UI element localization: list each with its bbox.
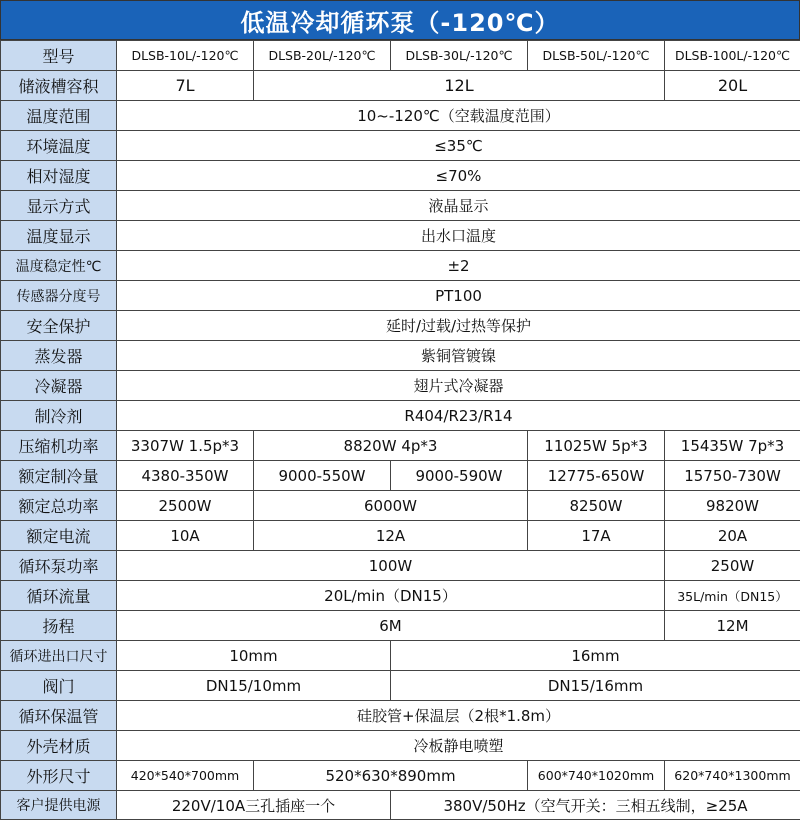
row-label: 蒸发器 [1,341,117,371]
spec-cell: ±2 [117,251,800,281]
row-label: 温度范围 [1,101,117,131]
spec-row [1,581,800,611]
spec-cell: 6M [117,611,665,641]
spec-row [1,101,800,131]
row-label: 循环泵功率 [1,551,117,581]
row-label: 温度显示 [1,221,117,251]
spec-cell: 100W [117,551,665,581]
row-label: 扬程 [1,611,117,641]
row-label: 循环进出口尺寸 [1,641,117,671]
spec-cell: 10~-120℃（空载温度范围） [117,101,800,131]
spec-cell: PT100 [117,281,800,311]
row-label: 循环保温管 [1,701,117,731]
spec-row [1,71,800,101]
spec-row [1,551,800,581]
spec-row [1,251,800,281]
row-label: 传感器分度号 [1,281,117,311]
spec-cell: 15435W 7p*3 [665,431,800,461]
row-label: 温度稳定性℃ [1,251,117,281]
spec-row [1,761,800,791]
spec-row [1,611,800,641]
spec-cell: 紫铜管镀镍 [117,341,800,371]
spec-cell: 520*630*890mm [254,761,528,791]
spec-cell: 8820W 4p*3 [254,431,528,461]
spec-cell: 出水口温度 [117,221,800,251]
spec-cell: 6000W [254,491,528,521]
spec-cell: 4380-350W [117,461,254,491]
spec-row [1,401,800,431]
spec-cell: 12M [665,611,800,641]
spec-row [1,191,800,221]
spec-cell: 20L [665,71,800,101]
spec-row [1,311,800,341]
spec-cell: 硅胶管+保温层（2根*1.8m） [117,701,800,731]
spec-cell: ≤70% [117,161,800,191]
spec-cell: DN15/16mm [391,671,800,701]
row-label: 额定总功率 [1,491,117,521]
spec-row [1,281,800,311]
spec-row [1,461,800,491]
spec-cell: 7L [117,71,254,101]
spec-cell: 20L/min（DN15） [117,581,665,611]
row-label: 安全保护 [1,311,117,341]
spec-row [1,431,800,461]
spec-cell: 液晶显示 [117,191,800,221]
row-label: 外形尺寸 [1,761,117,791]
row-label: 额定制冷量 [1,461,117,491]
row-label: 制冷剂 [1,401,117,431]
spec-row [1,221,800,251]
spec-cell: 延时/过载/过热等保护 [117,311,800,341]
spec-cell: ≤35℃ [117,131,800,161]
spec-row [1,491,800,521]
spec-cell: 17A [528,521,665,551]
spec-cell: 420*540*700mm [117,761,254,791]
spec-row [1,671,800,701]
row-label: 压缩机功率 [1,431,117,461]
spec-cell: R404/R23/R14 [117,401,800,431]
spec-cell: 8250W [528,491,665,521]
spec-cell: 12775-650W [528,461,665,491]
spec-cell: 3307W 1.5p*3 [117,431,254,461]
spec-cell: DLSB-30L/-120℃ [391,41,528,71]
spec-cell: 9820W [665,491,800,521]
spec-cell: 10A [117,521,254,551]
row-label: 阀门 [1,671,117,701]
spec-cell: 250W [665,551,800,581]
spec-cell: 冷板静电喷塑 [117,731,800,761]
row-label: 环境温度 [1,131,117,161]
spec-cell: DN15/10mm [117,671,391,701]
row-label: 相对湿度 [1,161,117,191]
spec-cell: 11025W 5p*3 [528,431,665,461]
spec-cell: DLSB-20L/-120℃ [254,41,391,71]
row-label: 型号 [1,41,117,71]
row-label: 外壳材质 [1,731,117,761]
spec-cell: 翅片式冷凝器 [117,371,800,401]
spec-cell: DLSB-100L/-120℃ [665,41,800,71]
spec-cell: 600*740*1020mm [528,761,665,791]
spec-row [1,641,800,671]
spec-cell: DLSB-50L/-120℃ [528,41,665,71]
spec-row [1,701,800,731]
spec-row [1,521,800,551]
spec-cell: 35L/min（DN15） [665,581,800,611]
spec-cell: 12A [254,521,528,551]
spec-table [0,40,800,820]
table-title: 低温冷却循环泵（-120℃） [0,0,800,40]
spec-row [1,731,800,761]
spec-row [1,371,800,401]
spec-cell: 2500W [117,491,254,521]
spec-cell: 12L [254,71,665,101]
row-label: 客户提供电源 [1,791,117,820]
row-label: 冷凝器 [1,371,117,401]
spec-cell: DLSB-10L/-120℃ [117,41,254,71]
spec-row [1,791,800,820]
spec-cell: 20A [665,521,800,551]
spec-cell: 10mm [117,641,391,671]
spec-cell: 380V/50Hz（空气开关：三相五线制，≥25A [391,791,800,820]
spec-cell: 15750-730W [665,461,800,491]
spec-row [1,161,800,191]
spec-row [1,131,800,161]
spec-cell: 9000-590W [391,461,528,491]
spec-cell: 220V/10A三孔插座一个 [117,791,391,820]
row-label: 额定电流 [1,521,117,551]
row-label: 循环流量 [1,581,117,611]
row-label: 显示方式 [1,191,117,221]
spec-row [1,41,800,71]
spec-cell: 9000-550W [254,461,391,491]
spec-cell: 16mm [391,641,800,671]
row-label: 储液槽容积 [1,71,117,101]
spec-row [1,341,800,371]
spec-cell: 620*740*1300mm [665,761,800,791]
